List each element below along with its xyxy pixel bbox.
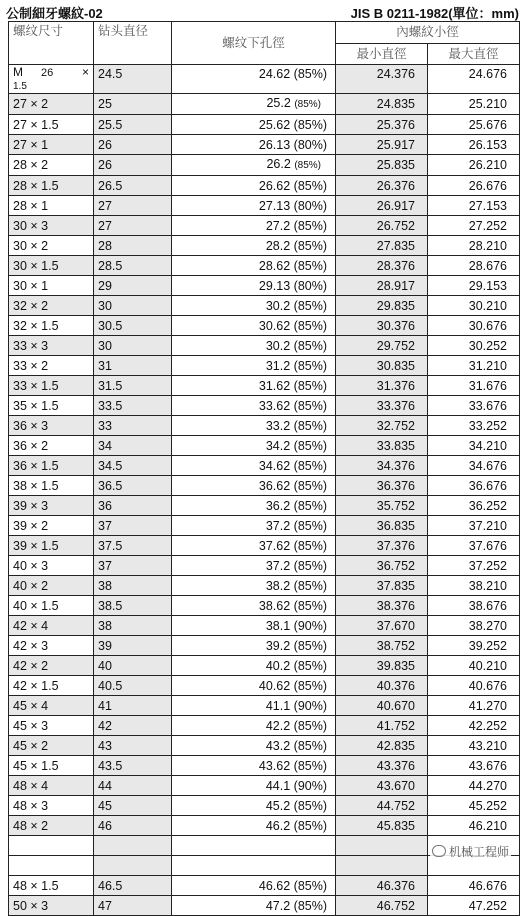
max-cell: 34.676 — [428, 456, 520, 476]
tap-hole-cell: 28.2 (85%) — [172, 236, 336, 256]
min-cell: 46.376 — [336, 876, 428, 896]
drill-cell: 27 — [94, 216, 172, 236]
max-cell: 38.210 — [428, 576, 520, 596]
table-row — [9, 556, 520, 576]
tap-hole-cell: 30.62 (85%) — [172, 316, 336, 336]
tap-hole-cell: 36.2 (85%) — [172, 496, 336, 516]
min-cell: 40.670 — [336, 696, 428, 716]
table-row — [9, 135, 520, 155]
tap-hole-cell: 30.2 (85%) — [172, 296, 336, 316]
table-row — [9, 896, 520, 916]
size-cell: 30 × 2 — [9, 236, 94, 256]
drill-cell: 25.5 — [94, 115, 172, 135]
table-row — [9, 176, 520, 196]
min-cell: 41.752 — [336, 716, 428, 736]
drill-cell: 36 — [94, 496, 172, 516]
table-row — [9, 476, 520, 496]
drill-cell: 34.5 — [94, 456, 172, 476]
document-title: 公制細牙螺紋-02 — [6, 6, 103, 21]
table-row — [9, 736, 520, 756]
drill-cell: 26.5 — [94, 176, 172, 196]
size-cell: 28 × 2 — [9, 155, 94, 176]
tap-hole-cell: 37.2 (85%) — [172, 556, 336, 576]
drill-cell: 43.5 — [94, 756, 172, 776]
size-cell: 36 × 2 — [9, 436, 94, 456]
max-header: 最大直徑 — [428, 43, 520, 65]
table-row — [9, 536, 520, 556]
min-cell: 46.752 — [336, 896, 428, 916]
watermark: 机械工程师 — [430, 843, 511, 860]
table-row — [9, 296, 520, 316]
max-cell: 41.270 — [428, 696, 520, 716]
drill-cell: 46.5 — [94, 876, 172, 896]
min-cell: 28.917 — [336, 276, 428, 296]
max-cell: 37.210 — [428, 516, 520, 536]
max-cell: 25.676 — [428, 115, 520, 135]
size-cell: 42 × 2 — [9, 656, 94, 676]
table-row — [9, 576, 520, 596]
drill-cell: 30 — [94, 336, 172, 356]
min-cell: 29.835 — [336, 296, 428, 316]
tap-hole-cell: 42.2 (85%) — [172, 716, 336, 736]
drill-cell: 40.5 — [94, 676, 172, 696]
max-cell: 24.676 — [428, 65, 520, 94]
min-cell: 24.376 — [336, 65, 428, 94]
drill-cell: 45 — [94, 796, 172, 816]
max-cell: 36.676 — [428, 476, 520, 496]
min-cell: 33.835 — [336, 436, 428, 456]
drill-cell: 31.5 — [94, 376, 172, 396]
min-cell: 37.376 — [336, 536, 428, 556]
size-cell: 40 × 3 — [9, 556, 94, 576]
size-cell — [9, 856, 94, 876]
table-row — [9, 876, 520, 896]
table-row — [9, 596, 520, 616]
table-row — [9, 196, 520, 216]
max-cell: 36.252 — [428, 496, 520, 516]
table-row — [9, 796, 520, 816]
size-cell: 42 × 1.5 — [9, 676, 94, 696]
size-cell: 48 × 2 — [9, 816, 94, 836]
min-cell: 44.752 — [336, 796, 428, 816]
drill-cell: 47 — [94, 896, 172, 916]
min-cell — [336, 836, 428, 856]
min-cell: 36.376 — [336, 476, 428, 496]
size-cell: 50 × 3 — [9, 896, 94, 916]
size-cell: 39 × 1.5 — [9, 536, 94, 556]
size-cell: 28 × 1 — [9, 196, 94, 216]
tap-hole-cell: 24.62 (85%) — [172, 65, 336, 94]
tap-hole-cell: 34.62 (85%) — [172, 456, 336, 476]
drill-cell: 39 — [94, 636, 172, 656]
tap-hole-cell: 30.2 (85%) — [172, 336, 336, 356]
min-cell: 39.835 — [336, 656, 428, 676]
min-cell: 26.752 — [336, 216, 428, 236]
page-header — [0, 0, 523, 22]
size-cell: 39 × 3 — [9, 496, 94, 516]
max-cell: 25.210 — [428, 94, 520, 115]
tap-hole-cell: 26.2 (85%) — [172, 155, 336, 176]
size-cell: 48 × 3 — [9, 796, 94, 816]
min-cell: 33.376 — [336, 396, 428, 416]
drill-cell: 26 — [94, 135, 172, 155]
tap-hole-cell: 41.1 (90%) — [172, 696, 336, 716]
tap-hole-cell: 27.2 (85%) — [172, 216, 336, 236]
tap-hole-cell: 40.2 (85%) — [172, 656, 336, 676]
tap-hole-cell: 44.1 (90%) — [172, 776, 336, 796]
table-row — [9, 236, 520, 256]
size-cell: 45 × 2 — [9, 736, 94, 756]
min-cell: 26.917 — [336, 196, 428, 216]
max-cell: 43.676 — [428, 756, 520, 776]
table-row — [9, 636, 520, 656]
max-cell: 28.210 — [428, 236, 520, 256]
drill-cell — [94, 836, 172, 856]
max-cell: 46.676 — [428, 876, 520, 896]
tap-hole-cell: 43.2 (85%) — [172, 736, 336, 756]
min-cell: 38.752 — [336, 636, 428, 656]
table-row — [9, 716, 520, 736]
max-cell: 26.153 — [428, 135, 520, 155]
drill-cell: 37 — [94, 516, 172, 536]
tap-hole-cell: 27.13 (80%) — [172, 196, 336, 216]
max-cell: 26.210 — [428, 155, 520, 176]
size-cell: 45 × 1.5 — [9, 756, 94, 776]
drill-cell: 42 — [94, 716, 172, 736]
min-cell: 28.376 — [336, 256, 428, 276]
table-row — [9, 696, 520, 716]
drill-cell: 41 — [94, 696, 172, 716]
drill-cell: 38.5 — [94, 596, 172, 616]
size-cell: 45 × 4 — [9, 696, 94, 716]
min-cell: 37.835 — [336, 576, 428, 596]
size-cell: 38 × 1.5 — [9, 476, 94, 496]
tap-hole-cell: 25.2 (85%) — [172, 94, 336, 115]
drill-cell: 28.5 — [94, 256, 172, 276]
minor-diameter-header: 內螺紋小徑 — [336, 22, 520, 44]
max-cell: 37.252 — [428, 556, 520, 576]
max-cell: 30.252 — [428, 336, 520, 356]
tap-hole-cell: 28.62 (85%) — [172, 256, 336, 276]
table-row — [9, 456, 520, 476]
table-row — [9, 376, 520, 396]
size-cell: 27 × 1 — [9, 135, 94, 155]
min-cell: 30.835 — [336, 356, 428, 376]
drill-cell: 25 — [94, 94, 172, 115]
size-cell: 48 × 1.5 — [9, 876, 94, 896]
min-cell: 38.376 — [336, 596, 428, 616]
min-cell: 43.670 — [336, 776, 428, 796]
max-cell: 40.210 — [428, 656, 520, 676]
tap-hole-cell: 31.2 (85%) — [172, 356, 336, 376]
table-row — [9, 816, 520, 836]
size-cell: 28 × 1.5 — [9, 176, 94, 196]
max-cell: 27.153 — [428, 196, 520, 216]
max-cell: 45.252 — [428, 796, 520, 816]
size-cell: 39 × 2 — [9, 516, 94, 536]
table-row — [9, 216, 520, 236]
min-cell: 43.376 — [336, 756, 428, 776]
min-cell: 32.752 — [336, 416, 428, 436]
header-row-1 — [9, 22, 520, 44]
min-cell: 27.835 — [336, 236, 428, 256]
tap-hole-cell: 46.62 (85%) — [172, 876, 336, 896]
tap-hole-cell: 45.2 (85%) — [172, 796, 336, 816]
max-cell: 29.153 — [428, 276, 520, 296]
max-cell: 43.210 — [428, 736, 520, 756]
size-cell: 40 × 2 — [9, 576, 94, 596]
tap-hole-cell: 37.2 (85%) — [172, 516, 336, 536]
max-cell: 39.252 — [428, 636, 520, 656]
drill-cell: 36.5 — [94, 476, 172, 496]
drill-cell: 37 — [94, 556, 172, 576]
max-cell: 33.252 — [428, 416, 520, 436]
max-cell: 30.676 — [428, 316, 520, 336]
min-cell: 25.376 — [336, 115, 428, 135]
size-cell: 27 × 1.5 — [9, 115, 94, 135]
tap-hole-cell: 46.2 (85%) — [172, 816, 336, 836]
max-cell: 47.252 — [428, 896, 520, 916]
tap-hole-cell: 33.2 (85%) — [172, 416, 336, 436]
tap-hole-cell: 38.2 (85%) — [172, 576, 336, 596]
min-cell: 30.376 — [336, 316, 428, 336]
size-cell: 42 × 3 — [9, 636, 94, 656]
min-cell: 24.835 — [336, 94, 428, 115]
size-cell: 33 × 3 — [9, 336, 94, 356]
table-row — [9, 676, 520, 696]
min-cell: 42.835 — [336, 736, 428, 756]
size-cell: 32 × 2 — [9, 296, 94, 316]
min-cell: 25.917 — [336, 135, 428, 155]
drill-cell: 38 — [94, 576, 172, 596]
tap-hole-cell: 47.2 (85%) — [172, 896, 336, 916]
standard-label: JIS B 0211-1982(單位：mm) — [350, 6, 519, 21]
tap-hole-cell: 26.62 (85%) — [172, 176, 336, 196]
drill-cell: 44 — [94, 776, 172, 796]
max-cell: 44.270 — [428, 776, 520, 796]
tap-hole-cell: 33.62 (85%) — [172, 396, 336, 416]
size-cell: 30 × 3 — [9, 216, 94, 236]
table-row — [9, 756, 520, 776]
max-cell: 30.210 — [428, 296, 520, 316]
min-cell: 45.835 — [336, 816, 428, 836]
table-row — [9, 396, 520, 416]
table-row — [9, 776, 520, 796]
max-cell: 31.210 — [428, 356, 520, 376]
drill-cell: 29 — [94, 276, 172, 296]
size-cell — [9, 836, 94, 856]
tap-hole-cell: 29.13 (80%) — [172, 276, 336, 296]
max-cell: 42.252 — [428, 716, 520, 736]
min-cell: 29.752 — [336, 336, 428, 356]
max-cell: 46.210 — [428, 816, 520, 836]
size-cell: 30 × 1.5 — [9, 256, 94, 276]
table-row — [9, 656, 520, 676]
drill-cell: 30.5 — [94, 316, 172, 336]
max-cell: 33.676 — [428, 396, 520, 416]
table-row — [9, 115, 520, 135]
size-cell: 33 × 1.5 — [9, 376, 94, 396]
tap-hole-cell: 39.2 (85%) — [172, 636, 336, 656]
min-cell: 36.835 — [336, 516, 428, 536]
size-cell: 30 × 1 — [9, 276, 94, 296]
thread-table — [8, 21, 520, 916]
table-row — [9, 516, 520, 536]
min-cell: 37.670 — [336, 616, 428, 636]
size-cell: 33 × 2 — [9, 356, 94, 376]
tap-hole-cell: 31.62 (85%) — [172, 376, 336, 396]
drill-cell: 27 — [94, 196, 172, 216]
drill-cell — [94, 856, 172, 876]
table-row — [9, 316, 520, 336]
tap-hole-cell: 43.62 (85%) — [172, 756, 336, 776]
tap-hole-header: 螺纹下孔徑 — [172, 22, 336, 65]
drill-cell: 24.5 — [94, 65, 172, 94]
size-cell: 42 × 4 — [9, 616, 94, 636]
table-row — [9, 94, 520, 115]
tap-hole-cell: 38.62 (85%) — [172, 596, 336, 616]
min-cell: 25.835 — [336, 155, 428, 176]
size-cell: 40 × 1.5 — [9, 596, 94, 616]
size-cell: 32 × 1.5 — [9, 316, 94, 336]
size-cell: M 26 × 1.5 — [9, 65, 94, 94]
tap-hole-cell: 40.62 (85%) — [172, 676, 336, 696]
table-row — [9, 336, 520, 356]
tap-hole-cell: 26.13 (80%) — [172, 135, 336, 155]
table-row — [9, 416, 520, 436]
size-cell: 35 × 1.5 — [9, 396, 94, 416]
drill-cell: 30 — [94, 296, 172, 316]
drill-header: 钻头直径 — [94, 22, 172, 65]
drill-cell: 40 — [94, 656, 172, 676]
min-cell: 31.376 — [336, 376, 428, 396]
min-cell: 26.376 — [336, 176, 428, 196]
wechat-icon — [432, 845, 446, 857]
tap-hole-cell: 36.62 (85%) — [172, 476, 336, 496]
drill-cell: 38 — [94, 616, 172, 636]
drill-cell: 26 — [94, 155, 172, 176]
min-header: 最小直徑 — [336, 43, 428, 65]
tap-hole-cell — [172, 836, 336, 856]
drill-cell: 37.5 — [94, 536, 172, 556]
max-cell: 38.270 — [428, 616, 520, 636]
size-cell: 45 × 3 — [9, 716, 94, 736]
drill-cell: 46 — [94, 816, 172, 836]
drill-cell: 28 — [94, 236, 172, 256]
min-cell: 36.752 — [336, 556, 428, 576]
max-cell: 38.676 — [428, 596, 520, 616]
drill-cell: 33.5 — [94, 396, 172, 416]
tap-hole-cell: 38.1 (90%) — [172, 616, 336, 636]
min-cell — [336, 856, 428, 876]
max-cell: 26.676 — [428, 176, 520, 196]
size-cell: 36 × 1.5 — [9, 456, 94, 476]
tap-hole-cell: 25.62 (85%) — [172, 115, 336, 135]
min-cell: 35.752 — [336, 496, 428, 516]
tap-hole-cell: 37.62 (85%) — [172, 536, 336, 556]
max-cell: 31.676 — [428, 376, 520, 396]
max-cell: 37.676 — [428, 536, 520, 556]
table-row — [9, 496, 520, 516]
tap-hole-cell — [172, 856, 336, 876]
size-cell: 27 × 2 — [9, 94, 94, 115]
max-cell: 34.210 — [428, 436, 520, 456]
size-cell: 48 × 4 — [9, 776, 94, 796]
min-cell: 40.376 — [336, 676, 428, 696]
table-row — [9, 616, 520, 636]
tap-hole-cell: 34.2 (85%) — [172, 436, 336, 456]
drill-cell: 31 — [94, 356, 172, 376]
drill-cell: 43 — [94, 736, 172, 756]
table-row — [9, 256, 520, 276]
table-row — [9, 276, 520, 296]
max-cell: 28.676 — [428, 256, 520, 276]
table-row — [9, 356, 520, 376]
size-header: 螺纹尺寸 — [9, 22, 94, 65]
table-row — [9, 65, 520, 94]
max-cell: 27.252 — [428, 216, 520, 236]
table-row — [9, 155, 520, 176]
size-cell: 36 × 3 — [9, 416, 94, 436]
min-cell: 34.376 — [336, 456, 428, 476]
drill-cell: 33 — [94, 416, 172, 436]
max-cell: 40.676 — [428, 676, 520, 696]
drill-cell: 34 — [94, 436, 172, 456]
table-row — [9, 436, 520, 456]
